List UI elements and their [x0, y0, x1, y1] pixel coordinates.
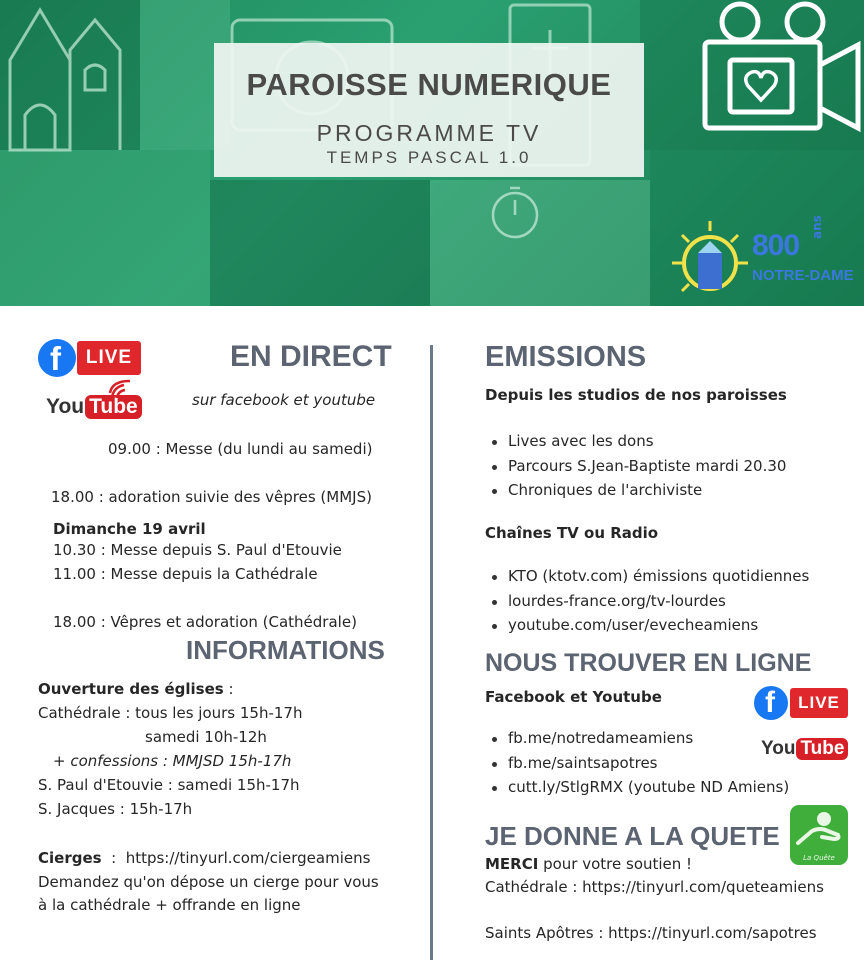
- hours-samedi: samedi 10h-12h: [145, 728, 267, 746]
- list-item: Lives avec les dons: [486, 432, 786, 457]
- cierges-line: [38, 849, 370, 867]
- quete-cathedrale-link[interactable]: Cathédrale : https://tinyurl.com/queteamiens: [485, 878, 824, 896]
- list-item[interactable]: KTO (ktotv.com) émissions quotidiennes: [486, 567, 809, 592]
- page-subtitle: PROGRAMME TV: [316, 120, 542, 146]
- youtube-logo-tube: Tube: [796, 738, 848, 760]
- online-heading: NOUS TROUVER EN LIGNE: [485, 649, 812, 677]
- cierges-label: Cierges: [38, 849, 102, 867]
- anniversary-logo: [662, 215, 862, 303]
- column-divider: [430, 345, 433, 960]
- cierges-description: Demandez qu'on dépose un cierge pour vous: [38, 873, 379, 891]
- quete-apotres-link[interactable]: Saints Apôtres : https://tinyurl.com/sapotres: [485, 924, 817, 942]
- en-direct-heading: EN DIRECT: [230, 340, 392, 373]
- stopwatch-icon: [493, 188, 537, 237]
- la-quete-app-label: La Quête: [803, 854, 835, 862]
- opening-hours-title: [38, 680, 234, 698]
- page-title: PAROISSE NUMERIQUE: [246, 67, 612, 102]
- schedule-line: 09.00 : Messe (du lundi au samedi): [108, 440, 373, 458]
- list-item[interactable]: youtube.com/user/evecheamiens: [486, 616, 809, 641]
- cierges-description: à la cathédrale + offrande en ligne: [38, 896, 301, 914]
- schedule-line: 11.00 : Messe depuis la Cathédrale: [53, 565, 318, 583]
- quete-heading: JE DONNE A LA QUETE: [485, 821, 780, 851]
- tv-label: Chaînes TV ou Radio: [485, 524, 659, 542]
- list-item[interactable]: fb.me/saintsapotres: [486, 754, 789, 779]
- la-quete-app-icon[interactable]: [790, 805, 848, 865]
- youtube-logo-tube: Tube: [85, 395, 142, 419]
- hours-sjacques: S. Jacques : 15h-17h: [38, 800, 193, 818]
- studios-list: [486, 432, 786, 506]
- opening-hours-colon: :: [223, 680, 234, 698]
- tv-list: [486, 567, 809, 641]
- online-label: Facebook et Youtube: [485, 688, 662, 706]
- facebook-icon[interactable]: f: [38, 339, 76, 377]
- youtube-logo-you: You: [761, 738, 796, 759]
- hours-confessions: + confessions : MMJSD 15h-17h: [53, 752, 292, 770]
- anniversary-number: 800: [752, 229, 800, 262]
- schedule-line: 10.30 : Messe depuis S. Paul d'Etouvie: [53, 541, 342, 559]
- video-camera-heart-icon: [705, 4, 858, 128]
- schedule-line: 18.00 : Vêpres et adoration (Cathédrale): [53, 613, 357, 631]
- emissions-heading: EMISSIONS: [485, 341, 647, 373]
- sun-icon: [662, 215, 752, 303]
- list-item: Parcours S.Jean-Baptiste mardi 20.30: [486, 457, 786, 482]
- anniversary-unit: ans: [810, 215, 824, 239]
- edition-label: TEMPS PASCAL 1.0: [326, 148, 532, 167]
- merci-bold: MERCI: [485, 855, 539, 873]
- list-item[interactable]: fb.me/notredameamiens: [486, 729, 789, 754]
- informations-heading: INFORMATIONS: [186, 635, 385, 665]
- cierges-separator: :: [101, 849, 126, 867]
- en-direct-subheading: sur facebook et youtube: [192, 391, 376, 409]
- anniversary-name: NOTRE-DAME: [752, 267, 854, 284]
- list-item: Chroniques de l'archiviste: [486, 481, 786, 506]
- church-icon: [10, 10, 120, 150]
- hours-spaul: S. Paul d'Etouvie : samedi 15h-17h: [38, 776, 300, 794]
- online-links: [486, 729, 789, 803]
- list-item[interactable]: lourdes-france.org/tv-lourdes: [486, 592, 809, 617]
- youtube-logo-you: You: [46, 395, 85, 418]
- merci-rest: pour votre soutien !: [538, 855, 693, 873]
- sunday-label: Dimanche 19 avril: [53, 520, 206, 538]
- opening-hours-label: Ouverture des églises: [38, 680, 224, 698]
- live-badge: LIVE: [77, 341, 141, 375]
- broadcast-waves-icon: [108, 379, 138, 401]
- schedule-line: 18.00 : adoration suivie des vêpres (MMJS): [51, 488, 372, 506]
- live-badge: LIVE: [790, 688, 848, 718]
- hand-coin-icon: [790, 805, 848, 853]
- list-item[interactable]: cutt.ly/StlgRMX (youtube ND Amiens): [486, 778, 789, 803]
- hours-cathedrale: Cathédrale : tous les jours 15h-17h: [38, 704, 303, 722]
- header-banner: [0, 0, 864, 306]
- facebook-icon[interactable]: f: [754, 686, 788, 720]
- merci-line: [485, 855, 692, 873]
- studios-label: Depuis les studios de nos paroisses: [485, 386, 787, 404]
- cierges-link[interactable]: https://tinyurl.com/ciergeamiens: [125, 849, 371, 867]
- title-box: [214, 43, 644, 177]
